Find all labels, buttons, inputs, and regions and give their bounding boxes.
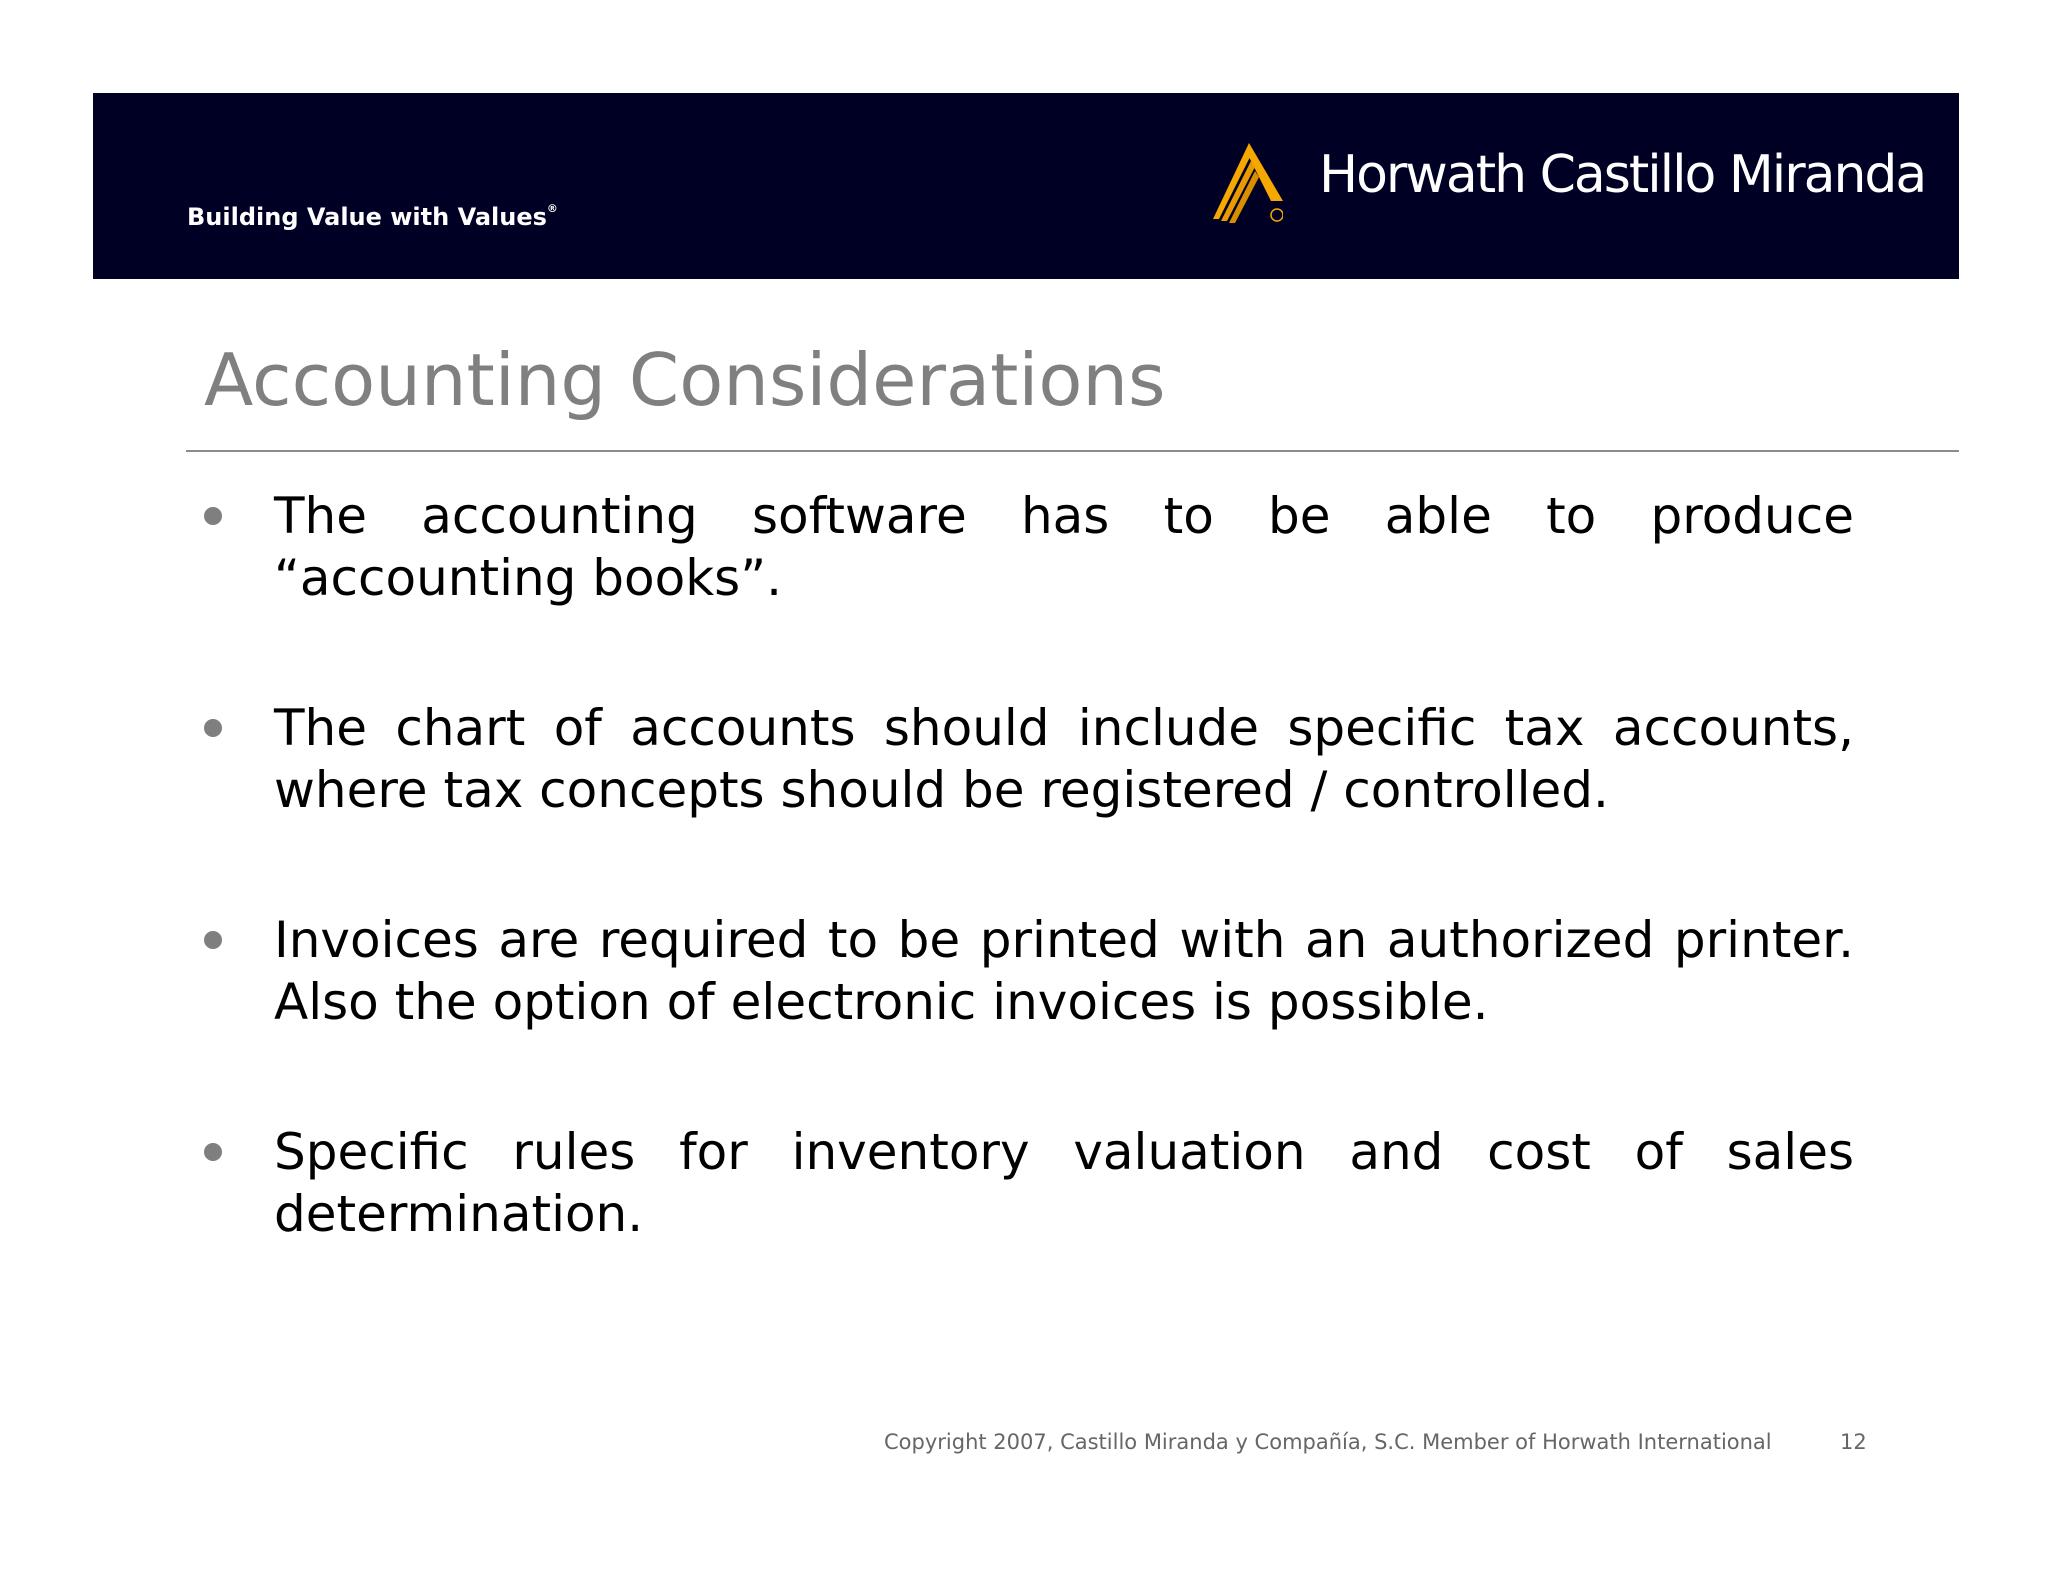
bullet-item: [204, 1121, 1854, 1333]
header-banner: [93, 93, 1959, 279]
bullet-item: [204, 909, 1854, 1121]
bullet-icon: [204, 1143, 222, 1161]
bullet-icon: [204, 507, 222, 525]
bullet-icon: [204, 719, 222, 737]
bullet-text: The accounting software has to be able to produce “accounting books”.: [274, 487, 1854, 607]
title-divider: [186, 450, 1959, 452]
bullet-item: [204, 485, 1854, 697]
page-number: 12: [1840, 1430, 1867, 1454]
bullet-list: [204, 485, 1854, 1333]
bullet-text: Invoices are required to be printed with an authorized printer. Also the option of electronic invoices is possible.: [274, 911, 1854, 1031]
page-title: Accounting Considerations: [204, 338, 1166, 422]
bullet-icon: [204, 931, 222, 949]
brand-name: Horwath Castillo Miranda: [1319, 145, 1926, 205]
tagline: [187, 203, 558, 231]
bullet-item: [204, 697, 1854, 909]
bullet-text: Specific rules for inventory valuation and cost of sales determination.: [274, 1123, 1854, 1243]
gold-peak-logo-icon: [1211, 143, 1283, 223]
bullet-text: The chart of accounts should include specific tax accounts, where tax concepts should be registered / controlled.: [274, 699, 1854, 819]
registered-mark: ®: [546, 202, 558, 215]
tagline-text: Building Value with Values: [187, 203, 547, 231]
footer-copyright: Copyright 2007, Castillo Miranda y Compañía, S.C. Member of Horwath International: [884, 1430, 1772, 1454]
